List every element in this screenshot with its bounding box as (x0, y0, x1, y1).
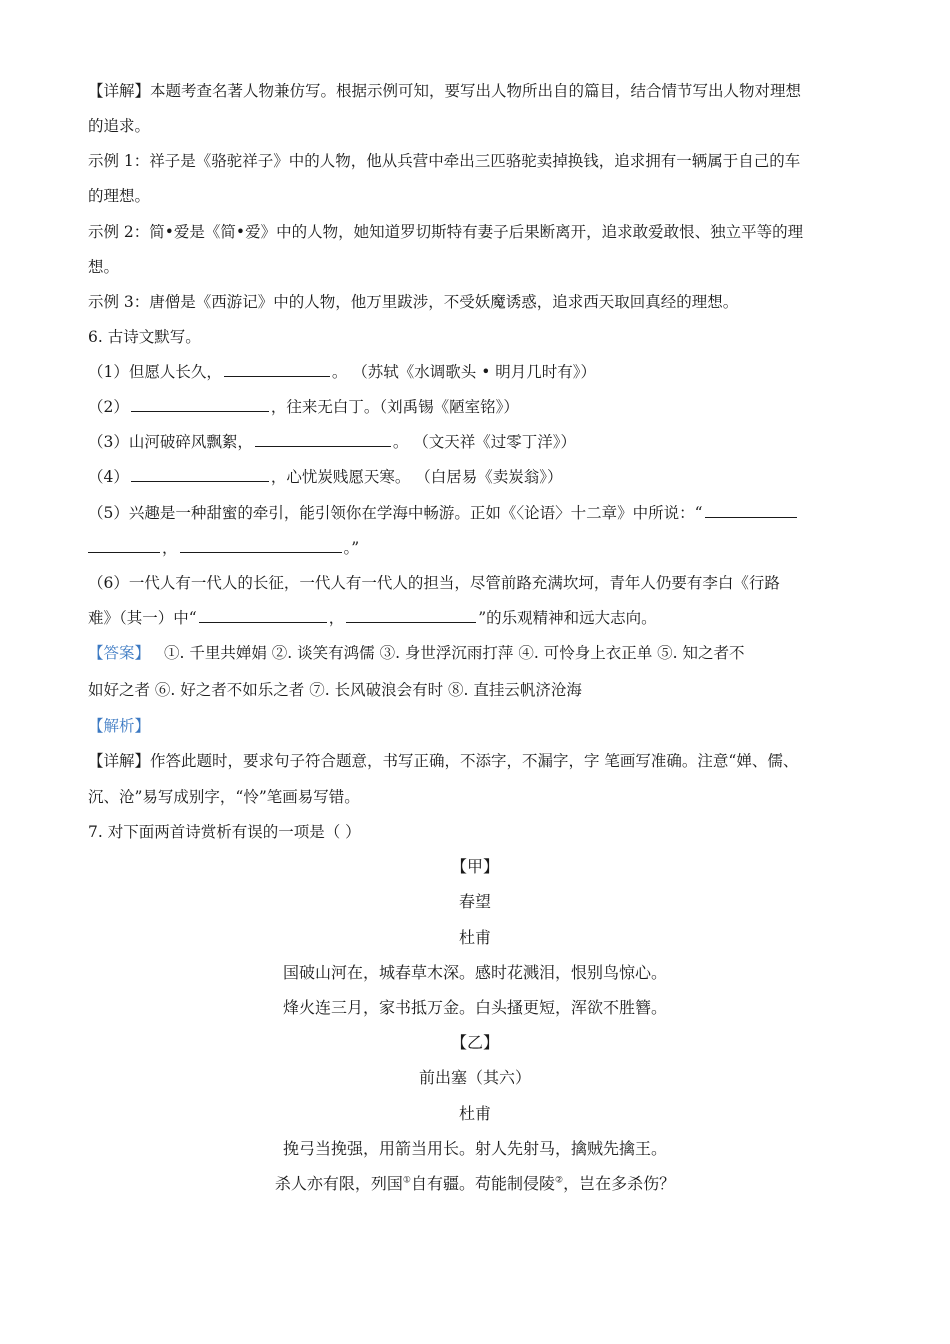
poem-b-tag: 【乙】 (450, 1033, 499, 1052)
poem-a-line: 国破山河在，城春草木深。感时花溅泪，恨别鸟惊心。 (282, 963, 667, 982)
answer-blank[interactable] (199, 608, 327, 623)
question-6-item-5-cont: ， 。” (88, 537, 359, 559)
answer-blank[interactable] (180, 538, 342, 553)
detail-text-line: 【详解】本题考查名著人物兼仿写。根据示例可知，要写出人物所出自的篇目，结合情节写出人物对理想 (88, 82, 802, 100)
answer-blank[interactable] (88, 538, 160, 553)
footnote-mark: ② (555, 1175, 564, 1186)
example-1: 示例 1：祥子是《骆驼祥子》中的人物，他从兵营中牵出三匹骆驼卖掉换钱，追求拥有一辆属于自己的车 (88, 152, 801, 170)
answer-blank[interactable] (131, 467, 269, 482)
answer-blank[interactable] (224, 362, 330, 377)
detail-2-line-cont: 沉、沧”易写成别字，“怜”笔画易写错。 (88, 788, 360, 806)
analysis-tag: 【解析】 (88, 717, 151, 735)
poem-b-line: 杀人亦有限，列国①自有疆。苟能制侵陵②，岂在多杀伤？ (274, 1174, 676, 1193)
example-2-cont: 想。 (88, 258, 120, 276)
poem-a-title: 春望 (458, 892, 491, 911)
question-7-title: 7. 对下面两首诗赏析有误的一项是（ ） (88, 823, 361, 841)
poem-a-tag: 【甲】 (450, 857, 499, 876)
question-6-item-4: （4） ，心忧炭贱愿天寒。 （白居易《卖炭翁》） (88, 468, 563, 486)
question-6-item-6-cont: 难》（其一）中“ ， ”的乐观精神和远大志向。 (88, 609, 657, 627)
question-6-item-1: （1）但愿人长久， 。 （苏轼《水调歌头 • 明月几时有》） (88, 363, 597, 381)
example-3: 示例 3：唐僧是《西游记》中的人物，他万里跋涉，不受妖魔诱惑，追求西天取回真经的理想。 (88, 293, 739, 311)
question-6-title: 6. 古诗文默写。 (88, 328, 201, 346)
question-6-item-5: （5）兴趣是一种甜蜜的牵引，能引领你在学海中畅游。正如《〈论语〉十二章》中所说：“ (88, 502, 799, 524)
question-6-item-3: （3）山河破碎风飘絮， 。 （文天祥《过零丁洋》） (88, 433, 577, 451)
question-6-item-6: （6）一代人有一代人的长征，一代人有一代人的担当，尽管前路充满坎坷，青年人仍要有李白《行路 (88, 574, 780, 592)
answer-blank[interactable] (255, 432, 391, 447)
detail-2-line: 【详解】作答此题时，要求句子符合题意，书写正确，不添字，不漏字，字 笔画写准确。注意“婵、儒、 (88, 752, 799, 770)
poem-a-author: 杜甫 (458, 928, 491, 947)
example-2: 示例 2：简•爱是《简•爱》中的人物，她知道罗切斯特有妻子后果断离开，追求敢爱敢恨、独立平等的理 (88, 223, 804, 241)
answer-line: 【答案】 ①. 千里共婵娟 ②. 谈笑有鸿儒 ③. 身世浮沉雨打萍 ④. 可怜身上衣正单 ⑤. 知之者不 (88, 644, 745, 662)
poem-b-author: 杜甫 (458, 1104, 491, 1123)
footnote-mark: ① (402, 1175, 411, 1186)
answer-tag: 【答案】 (88, 644, 151, 662)
answer-line-cont: 如好之者 ⑥. 好之者不如乐之者 ⑦. 长风破浪会有时 ⑧. 直挂云帆济沧海 (88, 681, 582, 699)
answer-blank[interactable] (131, 397, 269, 412)
poem-b-line: 挽弓当挽强，用箭当用长。射人先射马，擒贼先擒王。 (282, 1139, 667, 1158)
answer-blank[interactable] (705, 503, 797, 518)
poem-b-title: 前出塞（其六） (418, 1068, 531, 1087)
detail-text-line: 的追求。 (88, 117, 151, 135)
example-1-cont: 的理想。 (88, 187, 151, 205)
answer-blank[interactable] (346, 608, 476, 623)
poem-a-line: 烽火连三月，家书抵万金。白头搔更短，浑欲不胜簪。 (282, 998, 667, 1017)
question-6-item-2: （2） ，往来无白丁。（刘禹锡《陋室铭》） (88, 398, 519, 416)
